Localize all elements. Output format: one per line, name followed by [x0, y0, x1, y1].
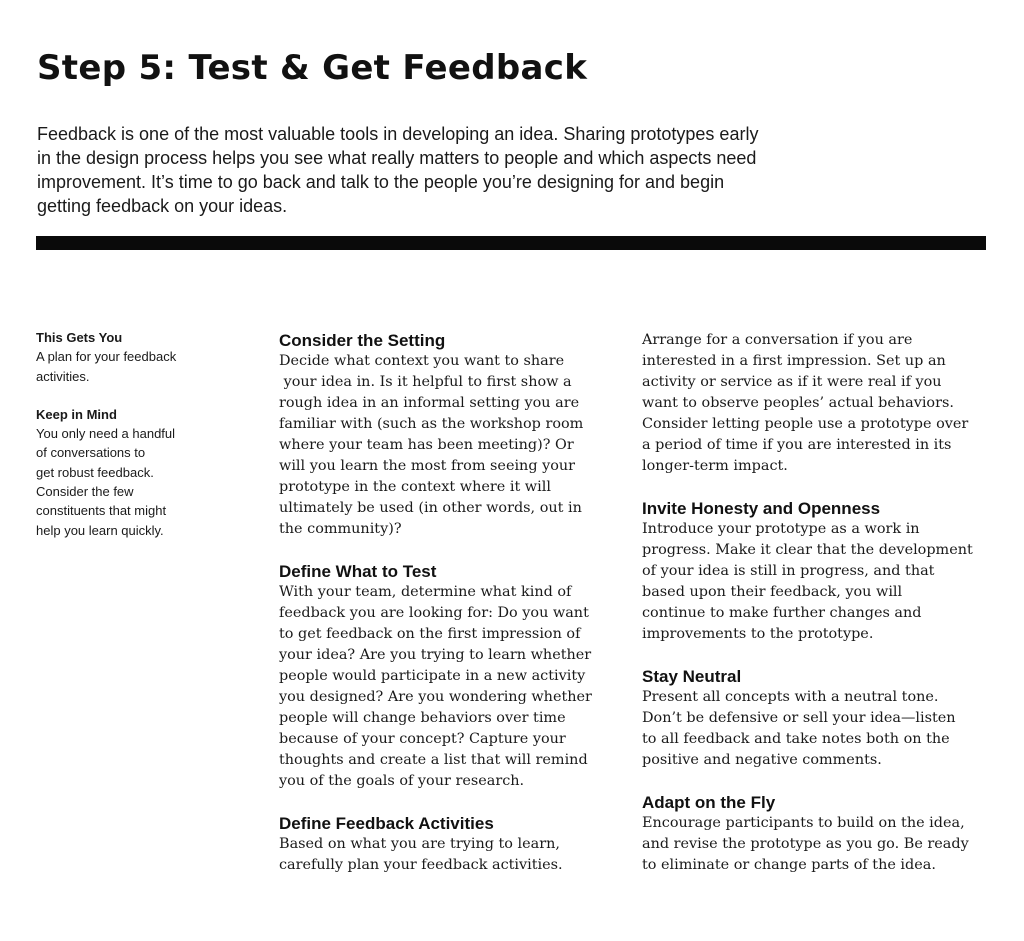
body-line: progress. Make it clear that the development — [642, 542, 973, 558]
body-line: continue to make further changes and — [642, 605, 922, 621]
divider-bar — [36, 236, 986, 250]
body-line: a period of time if you are interested in its — [642, 437, 952, 453]
intro-line: Feedback is one of the most valuable tools in developing an idea. Sharing prototypes early — [37, 124, 759, 144]
body-line: your idea? Are you trying to learn whether — [279, 647, 592, 663]
body-line: rough idea in an informal setting you are — [279, 395, 580, 411]
body-line: ultimately be used (in other words, out in — [279, 500, 582, 516]
body-line: Present all concepts with a neutral tone. — [642, 689, 939, 705]
page-title: Step 5: Test & Get Feedback — [37, 48, 588, 88]
keep-in-mind-line: of conversations to — [36, 445, 146, 461]
body-line: to eliminate or change parts of the idea. — [642, 857, 936, 873]
middle-column — [279, 330, 619, 876]
body-line: improvements to the prototype. — [642, 626, 874, 642]
body-line: Based on what you are trying to learn, — [279, 836, 560, 852]
body-line: interested in a first impression. Set up an — [642, 353, 946, 369]
keep-in-mind-line: constituents that might — [36, 503, 167, 519]
body-line: Arrange for a conversation if you are — [642, 332, 913, 348]
body-line: positive and negative comments. — [642, 752, 882, 768]
body-line: to all feedback and take notes both on the — [642, 731, 950, 747]
body-line: activity or service as if it were real if you — [642, 374, 942, 390]
section-adapt — [642, 792, 1002, 876]
sidebar-notes — [36, 328, 236, 540]
body-line: Decide what context you want to share — [279, 353, 565, 369]
intro-line: getting feedback on your ideas. — [37, 196, 288, 216]
section-body — [279, 351, 619, 540]
keep-in-mind-heading: Keep in Mind — [36, 406, 117, 422]
section-body — [642, 687, 1002, 771]
section-heading: Adapt on the Fly — [642, 793, 776, 812]
intro-paragraph — [37, 122, 917, 218]
body-line: because of your concept? Capture your — [279, 731, 566, 747]
body-line: your idea in. Is it helpful to first show a — [279, 374, 572, 390]
section-body — [642, 519, 1002, 645]
section-heading: Define What to Test — [279, 562, 437, 581]
body-line: Consider letting people use a prototype over — [642, 416, 969, 432]
keep-in-mind-line: You only need a handful — [36, 426, 176, 442]
section-arrange — [642, 330, 1002, 477]
keep-in-mind-line: Consider the few — [36, 484, 134, 500]
section-honesty — [642, 498, 1002, 645]
section-body — [642, 330, 1002, 477]
body-line: you of the goals of your research. — [279, 773, 525, 789]
section-define-test — [279, 561, 619, 792]
intro-line: in the design process helps you see what really matters to people and which aspects need — [37, 148, 757, 168]
body-line: based upon their feedback, you will — [642, 584, 903, 600]
body-line: people would participate in a new activity — [279, 668, 586, 684]
gets-you-heading: This Gets You — [36, 330, 123, 345]
section-heading: Define Feedback Activities — [279, 814, 494, 833]
body-line: feedback you are looking for: Do you want — [279, 605, 589, 621]
section-body — [642, 813, 1002, 876]
body-line: Encourage participants to build on the idea, — [642, 815, 965, 831]
keep-in-mind-line: help you learn quickly. — [36, 522, 164, 538]
intro-line: improvement. It’s time to go back and talk to the people you’re designing for and begin — [37, 172, 725, 192]
right-column — [642, 330, 1002, 876]
section-neutral — [642, 666, 1002, 771]
body-line: to get feedback on the first impression of — [279, 626, 581, 642]
body-line: carefully plan your feedback activities. — [279, 857, 563, 873]
body-line: With your team, determine what kind of — [279, 584, 572, 600]
body-line: where your team has been meeting)? Or — [279, 437, 574, 453]
keep-in-mind-line: get robust feedback. — [36, 464, 154, 480]
section-body — [279, 582, 619, 792]
body-line: Introduce your prototype as a work in — [642, 521, 920, 537]
body-line: the community)? — [279, 521, 402, 537]
section-define-activities — [279, 813, 619, 876]
body-line: will you learn the most from seeing your — [279, 458, 576, 474]
gets-you-line: A plan for your feedback — [36, 349, 177, 365]
body-line: people will change behaviors over time — [279, 710, 566, 726]
section-heading: Stay Neutral — [642, 667, 742, 686]
section-heading: Consider the Setting — [279, 331, 446, 350]
body-line: thoughts and create a list that will remind — [279, 752, 588, 768]
body-line: Don’t be defensive or sell your idea—listen — [642, 710, 956, 726]
body-line: and revise the prototype as you go. Be ready — [642, 836, 969, 852]
body-line: of your idea is still in progress, and that — [642, 563, 935, 579]
body-line: you designed? Are you wondering whether — [279, 689, 592, 705]
body-line: longer-term impact. — [642, 458, 788, 474]
body-line: want to observe peoples’ actual behaviors. — [642, 395, 954, 411]
section-heading: Invite Honesty and Openness — [642, 499, 881, 518]
section-body — [279, 834, 619, 876]
body-line: prototype in the context where it will — [279, 479, 551, 495]
gets-you-line: activities. — [36, 368, 90, 384]
section-consider-setting — [279, 330, 619, 540]
body-line: familiar with (such as the workshop room — [279, 416, 584, 432]
